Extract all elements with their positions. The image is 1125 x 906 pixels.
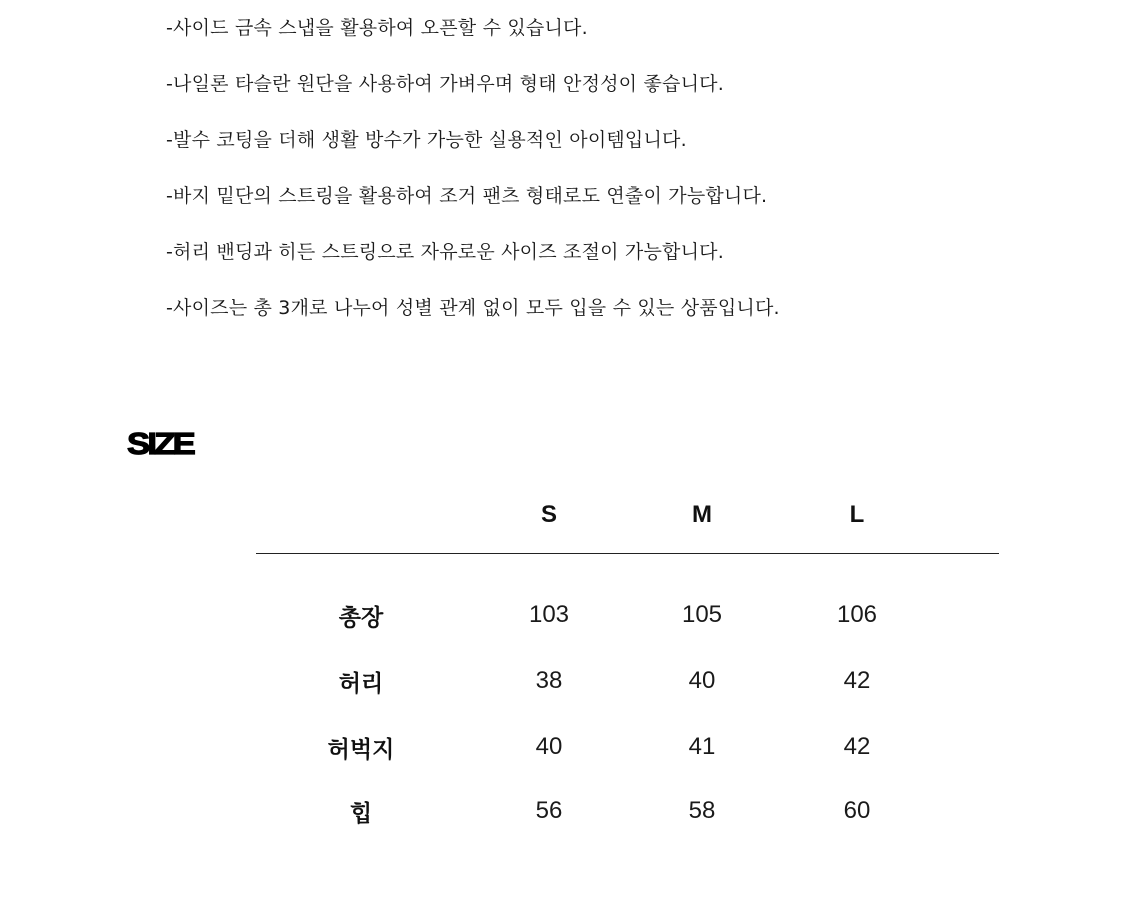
- feature-item: -사이즈는 총 3개로 나누어 성별 관계 없이 모두 입을 수 있는 상품입니다.: [166, 297, 780, 319]
- table-cell: 40: [535, 733, 563, 760]
- row-label-total-length: 총장: [338, 605, 384, 631]
- feature-item: -사이드 금속 스냅을 활용하여 오픈할 수 있습니다.: [166, 17, 588, 39]
- feature-item: -허리 밴딩과 히든 스트링으로 자유로운 사이즈 조절이 가능합니다.: [166, 241, 724, 263]
- column-header-s: S: [540, 501, 558, 528]
- table-cell: 106: [836, 601, 878, 628]
- column-header-m: M: [692, 501, 712, 528]
- feature-item: -바지 밑단의 스트링을 활용하여 조거 팬츠 형태로도 연출이 가능합니다.: [166, 185, 768, 207]
- table-cell: 56: [535, 797, 563, 824]
- table-cell: 41: [688, 733, 716, 760]
- column-header-l: L: [849, 501, 865, 528]
- row-label-thigh: 허벅지: [327, 737, 395, 763]
- feature-item: -발수 코팅을 더해 생활 방수가 가능한 실용적인 아이템입니다.: [166, 129, 687, 151]
- table-cell: 60: [843, 797, 871, 824]
- row-label-hip: 힙: [349, 801, 373, 827]
- size-heading: SIZE: [127, 426, 193, 461]
- table-cell: 105: [681, 601, 723, 628]
- table-cell: 38: [535, 667, 563, 694]
- table-cell: 103: [528, 601, 570, 628]
- table-cell: 42: [843, 667, 871, 694]
- feature-item: -나일론 타슬란 원단을 사용하여 가벼우며 형태 안정성이 좋습니다.: [166, 73, 724, 95]
- table-cell: 40: [688, 667, 716, 694]
- row-label-waist: 허리: [338, 671, 384, 697]
- header-divider: [256, 553, 999, 554]
- table-cell: 42: [843, 733, 871, 760]
- table-cell: 58: [688, 797, 716, 824]
